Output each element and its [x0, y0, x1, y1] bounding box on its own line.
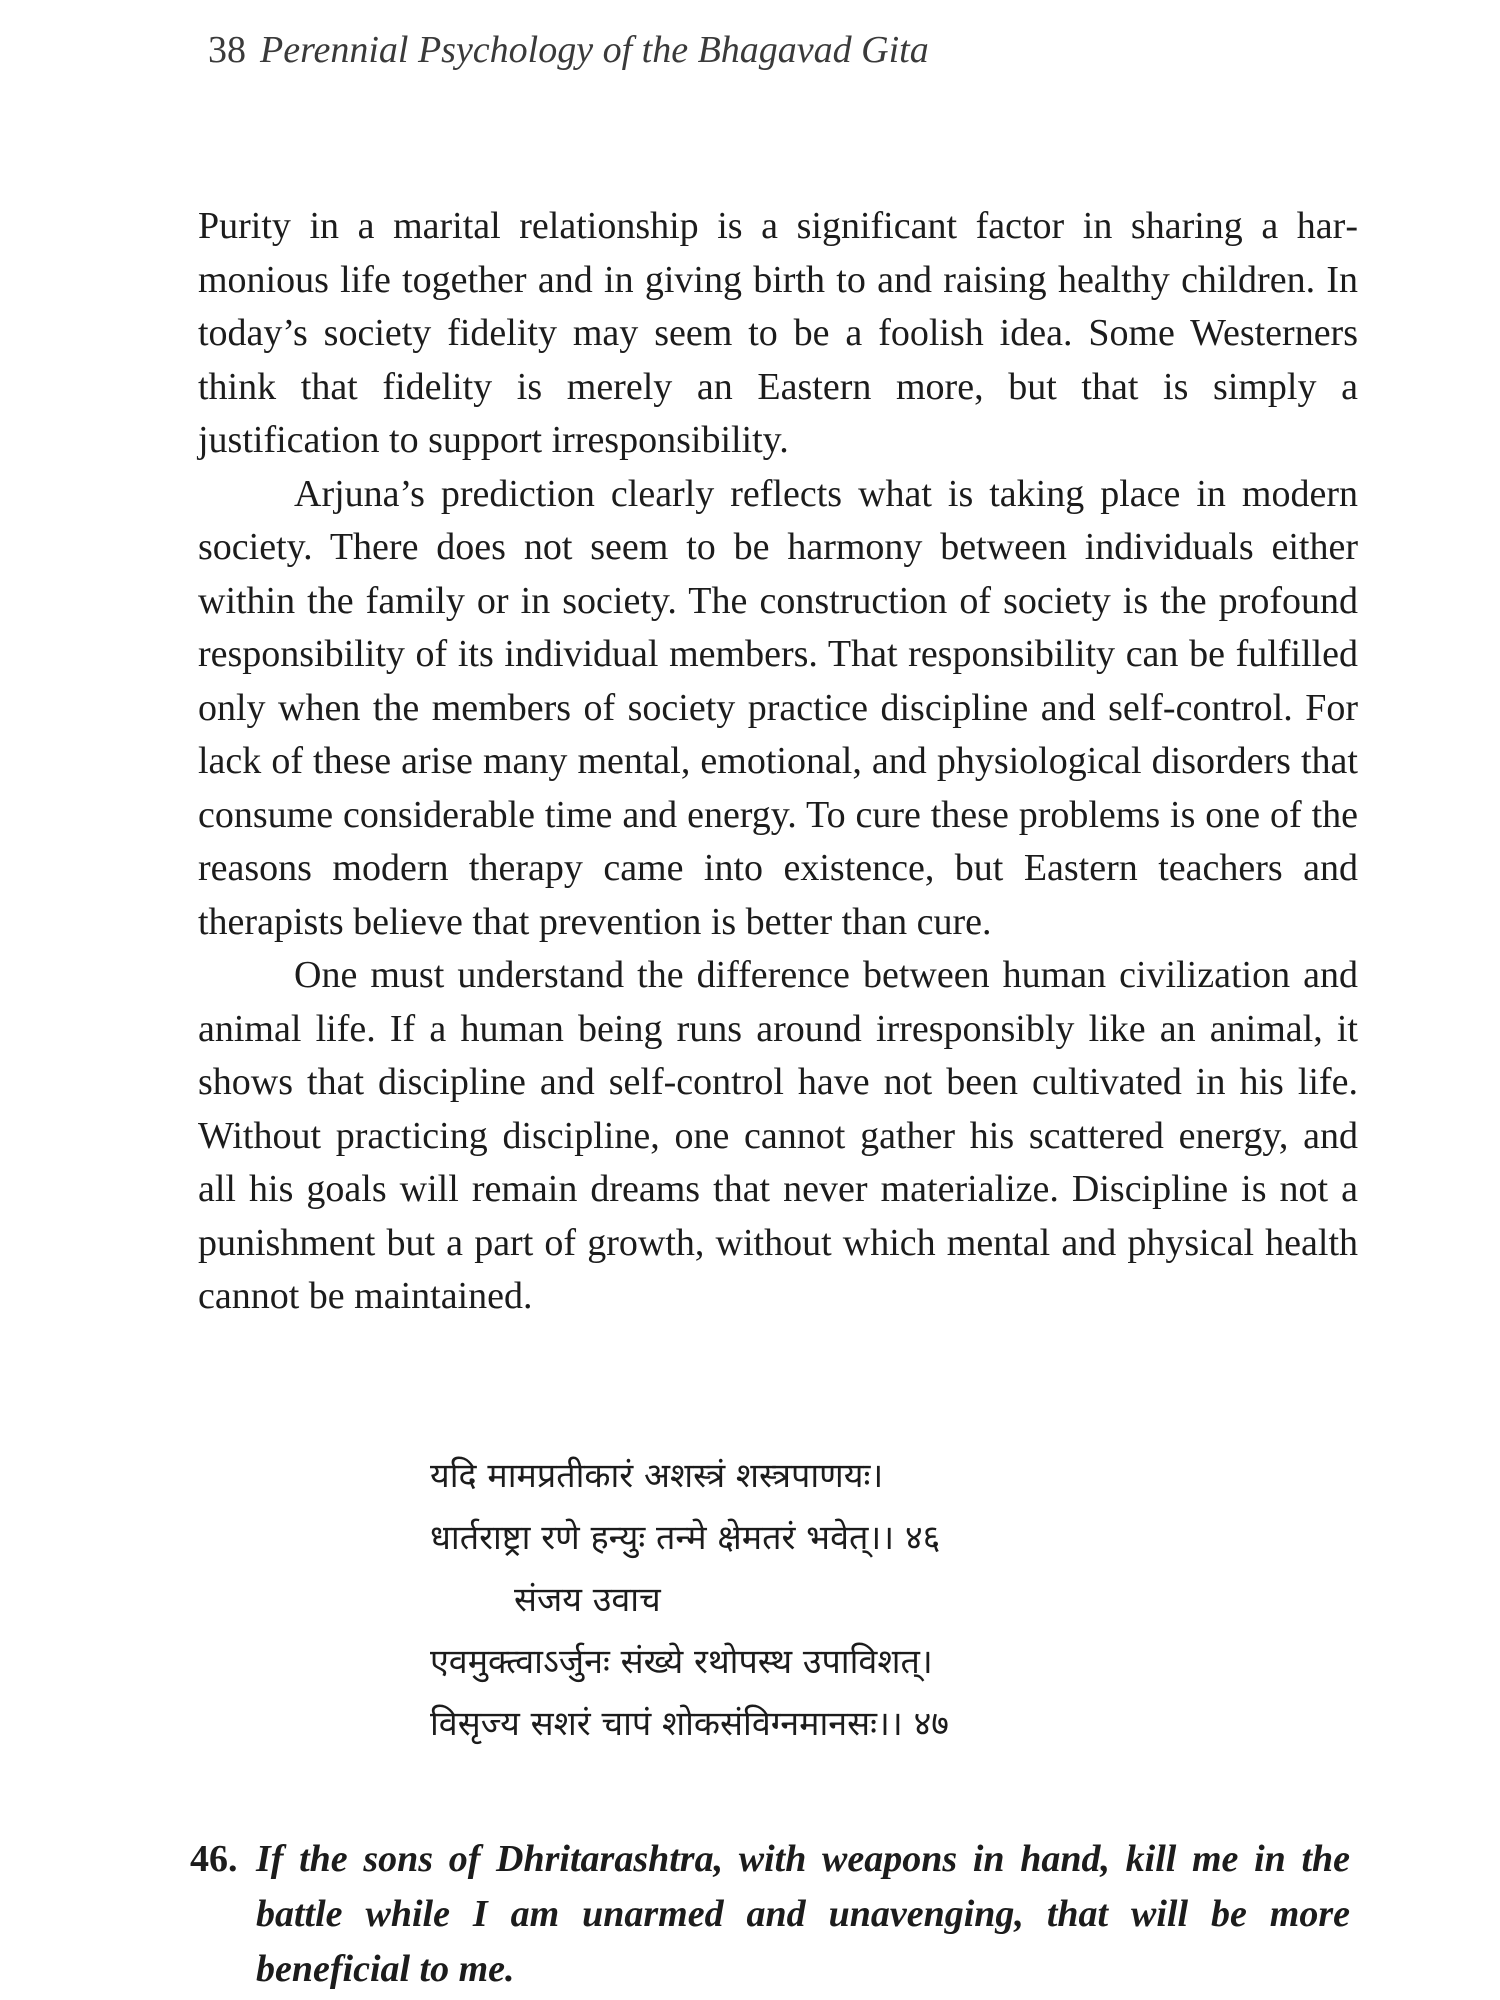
body-text [198, 200, 1358, 1324]
paragraph-purity: Purity in a marital relationship is a significant factor in sharing a harmonious life together and in giving birth to and raising healthy children. In today’s society fidelity may seem to be a foolish idea. Some Westerners think that fidelity is merely an Eastern more, but that is simply a justification to support irresponsibility. [198, 205, 1358, 461]
verse-line: विसृज्य सशरं चापं शोकसंविग्नमानसः।। ४७ [430, 1704, 949, 1744]
verse-line: यदि मामप्रतीकारं अशस्त्रं शस्त्रपाणयः। [430, 1456, 884, 1496]
verse-line: धार्तराष्ट्रा रणे हन्युः तन्मे क्षेमतरं भवेत्।। ४६ [430, 1518, 941, 1558]
verse-number: 46. [190, 1838, 238, 1880]
page-number: 38 [208, 29, 246, 71]
verse-translation [190, 1832, 1350, 1997]
running-head [208, 28, 929, 72]
verse-line: एवमुक्त्वाऽर्जुनः संख्ये रथोपस्थ उपाविशत्। [430, 1642, 933, 1682]
sanskrit-verses [430, 1445, 1190, 1755]
verse-speaker-line: संजय उवाच [514, 1580, 661, 1620]
paragraph-discipline: One must understand the difference between human civilization and animal life. If a human being runs around irresponsibly like an animal, it shows that discipline and self-control have not been cultivated in his life. Without practicing discipline, one cannot gather his scattered energy, and all his goals will remain dreams that never materialize. Discipline is not a punishment but a part of growth, without which mental and physical health cannot be maintained. [198, 954, 1358, 1317]
paragraph-arjuna-prediction: Arjuna’s prediction clearly reflects what is taking place in modern society. There does not seem to be harmony between individuals either within the family or in society. The construction of society is the profound responsibility of its individual members. That responsibility can be fulfilled only when the members of society practice discipline and self-control. For lack of these arise many mental, emotional, and physiological disorders that consume considerable time and energy. To cure these problems is one of the reasons modern therapy came into existence, but Eastern teachers and therapists believe that prevention is better than cure. [198, 472, 1358, 943]
translation-text: If the sons of Dhritarashtra, with weapons in hand, kill me in the battle while I am unarmed and unavenging, that will be more beneficial to me. [256, 1838, 1350, 1990]
book-title: Perennial Psychology of the Bhagavad Gita [260, 29, 929, 71]
